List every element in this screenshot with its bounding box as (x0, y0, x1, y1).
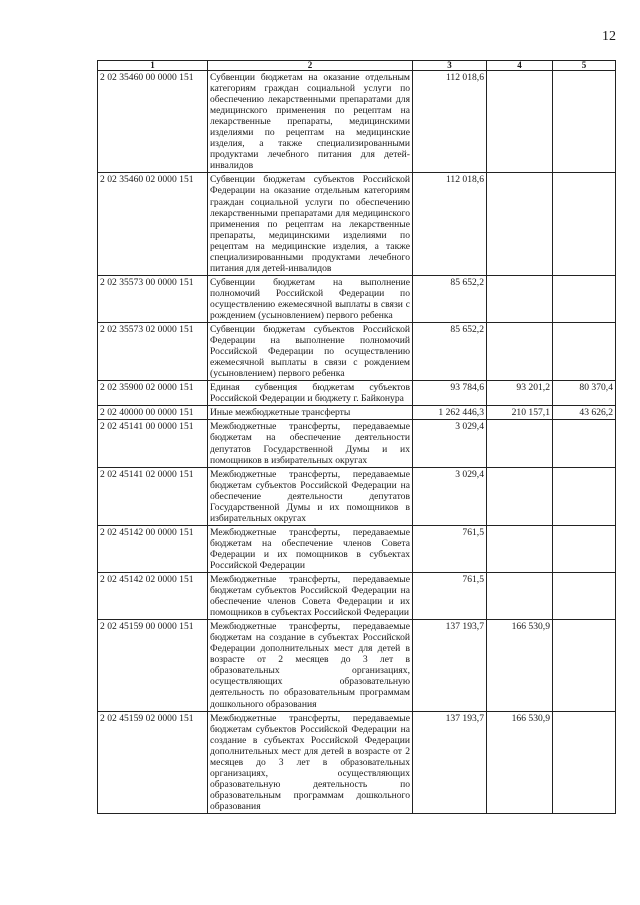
table-row (98, 71, 616, 173)
amount-col3-cell: 112 018,6 (413, 173, 487, 275)
table-row (98, 620, 616, 711)
budget-table (97, 60, 616, 814)
table-row (98, 381, 616, 406)
budget-code-cell: 2 02 35573 00 0000 151 (98, 275, 208, 322)
amount-col5-cell (553, 173, 616, 275)
column-header-2: 2 (208, 61, 413, 71)
revenue-name-cell: Субвенции бюджетам субъектов Российской Федерации на оказание отдельным категориям граждан социальной услуги по обеспечению лекарственными препаратами для медицинского применения по рецептам на лекарственные препараты, медицинскими изделиями по рецептам на медицинские изделия, а также специализированными продуктами лечебного питания для детей-инвалидов (208, 173, 413, 275)
revenue-name-cell: Межбюджетные трансферты, передаваемые бюджетам субъектов Российской Федерации на обеспечение членов Совета Федерации и их помощников в субъектах Российской Федерации (208, 573, 413, 620)
budget-code-cell: 2 02 40000 00 0000 151 (98, 406, 208, 420)
budget-code-cell: 2 02 45142 00 0000 151 (98, 525, 208, 572)
column-header-5: 5 (553, 61, 616, 71)
amount-col4-cell (487, 467, 553, 525)
table-header-row (98, 61, 616, 71)
amount-col5-cell (553, 525, 616, 572)
table-row (98, 467, 616, 525)
budget-code-cell: 2 02 35900 02 0000 151 (98, 381, 208, 406)
revenue-name-cell: Межбюджетные трансферты, передаваемые бюджетам на обеспечение деятельности депутатов Государственной Думы и их помощников в избирательных округах (208, 420, 413, 467)
amount-col5-cell (553, 467, 616, 525)
budget-code-cell: 2 02 35460 02 0000 151 (98, 173, 208, 275)
revenue-name-cell: Межбюджетные трансферты, передаваемые бюджетам субъектов Российской Федерации на создание в субъектах Российской Федерации дополнительных мест для детей в возрасте от 2 месяцев до 3 лет в образовательных организациях, осуществляющих образовательную деятельность по образовательным программам дошкольного образования (208, 711, 413, 813)
budget-code-cell: 2 02 45142 02 0000 151 (98, 573, 208, 620)
revenue-name-cell: Межбюджетные трансферты, передаваемые бюджетам на обеспечение членов Совета Федерации и их помощников в субъектах Российской Федерации (208, 525, 413, 572)
amount-col3-cell: 137 193,7 (413, 711, 487, 813)
amount-col5-cell (553, 711, 616, 813)
revenue-name-cell: Иные межбюджетные трансферты (208, 406, 413, 420)
column-header-1: 1 (98, 61, 208, 71)
amount-col4-cell (487, 173, 553, 275)
amount-col3-cell: 761,5 (413, 525, 487, 572)
amount-col4-cell (487, 323, 553, 381)
amount-col3-cell: 137 193,7 (413, 620, 487, 711)
amount-col4-cell (487, 525, 553, 572)
table-row (98, 323, 616, 381)
amount-col4-cell (487, 420, 553, 467)
amount-col4-cell: 166 530,9 (487, 620, 553, 711)
budget-code-cell: 2 02 35573 02 0000 151 (98, 323, 208, 381)
budget-code-cell: 2 02 45159 00 0000 151 (98, 620, 208, 711)
amount-col5-cell (553, 620, 616, 711)
table-row (98, 173, 616, 275)
amount-col5-cell (553, 71, 616, 173)
budget-code-cell: 2 02 35460 00 0000 151 (98, 71, 208, 173)
revenue-name-cell: Субвенции бюджетам на выполнение полномочий Российской Федерации по осуществлению ежемесячной выплаты в связи с рождением (усыновлением) первого ребенка (208, 275, 413, 322)
table-row (98, 420, 616, 467)
revenue-name-cell: Межбюджетные трансферты, передаваемые бюджетам на создание в субъектах Российской Федерации дополнительных мест для детей в возрасте от 2 месяцев до 3 лет в образовательных организациях, осуществляющих образовательную деятельность по образовательным программам дошкольного образования (208, 620, 413, 711)
revenue-name-cell: Межбюджетные трансферты, передаваемые бюджетам субъектов Российской Федерации на обеспечение деятельности депутатов Государственной Думы и их помощников в избирательных округах (208, 467, 413, 525)
amount-col3-cell: 93 784,6 (413, 381, 487, 406)
column-header-3: 3 (413, 61, 487, 71)
amount-col5-cell: 80 370,4 (553, 381, 616, 406)
amount-col4-cell: 93 201,2 (487, 381, 553, 406)
amount-col3-cell: 761,5 (413, 573, 487, 620)
amount-col4-cell: 210 157,1 (487, 406, 553, 420)
amount-col3-cell: 85 652,2 (413, 275, 487, 322)
amount-col5-cell (553, 323, 616, 381)
budget-code-cell: 2 02 45141 00 0000 151 (98, 420, 208, 467)
table-row (98, 711, 616, 813)
amount-col5-cell (553, 573, 616, 620)
amount-col3-cell: 3 029,4 (413, 467, 487, 525)
amount-col4-cell (487, 573, 553, 620)
page-number: 12 (602, 29, 616, 44)
revenue-name-cell: Субвенции бюджетам на оказание отдельным категориям граждан социальной услуги по обеспечению лекарственными препаратами для медицинского применения по рецептам на лекарственные препараты, медицинскими изделиями по рецептам на медицинские изделия, а также специализированными продуктами лечебного питания для детей-инвалидов (208, 71, 413, 173)
table-row (98, 525, 616, 572)
revenue-name-cell: Единая субвенция бюджетам субъектов Российской Федерации и бюджету г. Байконура (208, 381, 413, 406)
amount-col4-cell (487, 275, 553, 322)
amount-col5-cell: 43 626,2 (553, 406, 616, 420)
amount-col3-cell: 85 652,2 (413, 323, 487, 381)
amount-col4-cell (487, 71, 553, 173)
amount-col3-cell: 112 018,6 (413, 71, 487, 173)
amount-col3-cell: 3 029,4 (413, 420, 487, 467)
table-body (98, 71, 616, 814)
table-row (98, 406, 616, 420)
budget-code-cell: 2 02 45159 02 0000 151 (98, 711, 208, 813)
amount-col3-cell: 1 262 446,3 (413, 406, 487, 420)
table-row (98, 573, 616, 620)
table-row (98, 275, 616, 322)
column-header-4: 4 (487, 61, 553, 71)
budget-code-cell: 2 02 45141 02 0000 151 (98, 467, 208, 525)
amount-col5-cell (553, 420, 616, 467)
amount-col5-cell (553, 275, 616, 322)
revenue-name-cell: Субвенции бюджетам субъектов Российской Федерации на выполнение полномочий Российской Федерации по осуществлению ежемесячной выплаты в связи с рождением (усыновлением) первого ребенка (208, 323, 413, 381)
amount-col4-cell: 166 530,9 (487, 711, 553, 813)
